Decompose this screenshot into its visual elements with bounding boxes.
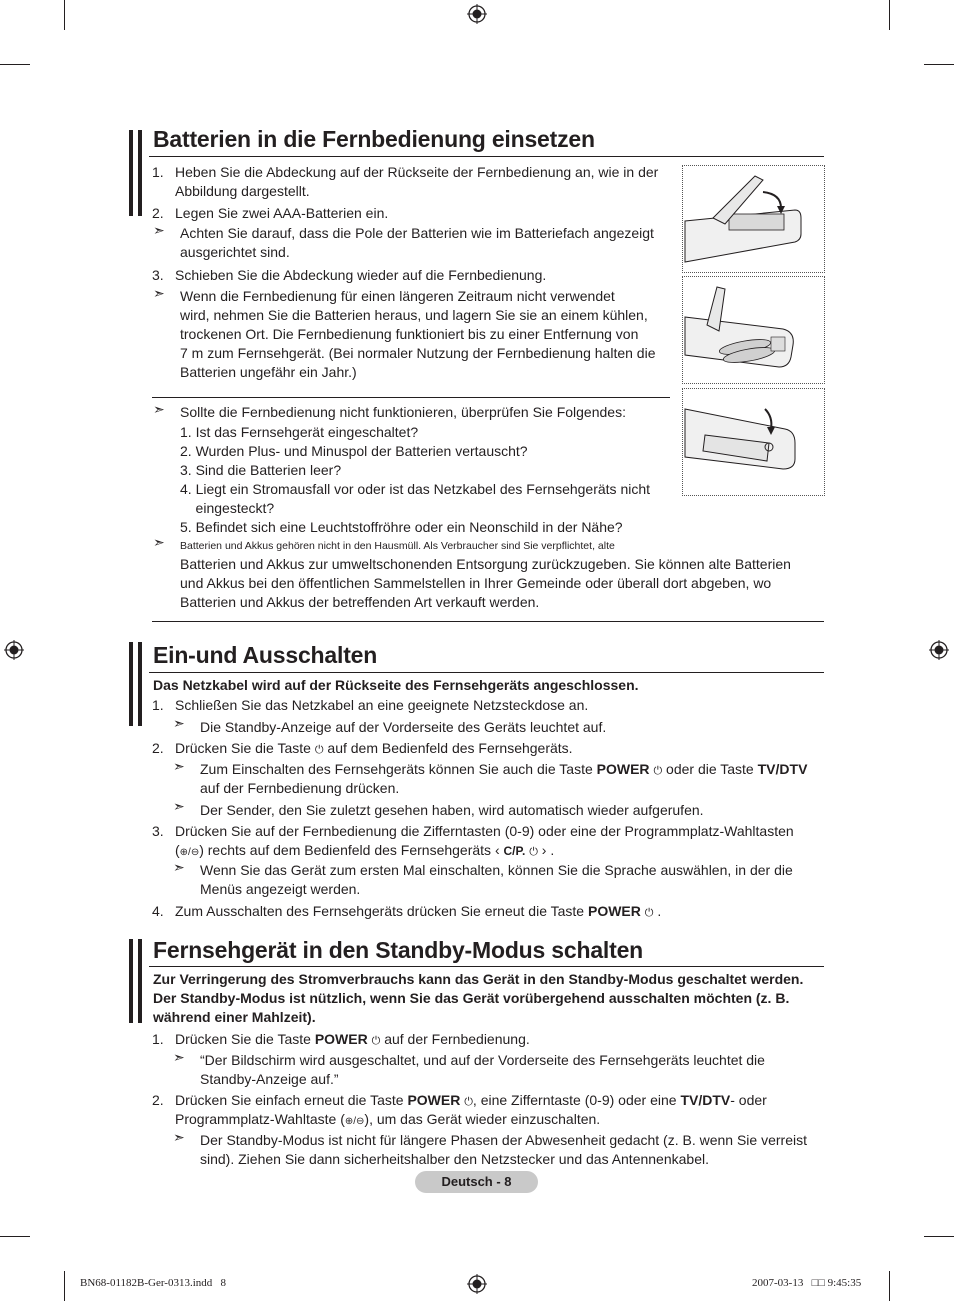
- check-item: 3. Sind die Batterien leer?: [180, 462, 342, 478]
- note-text: Batterien ungefähr ein Jahr.): [180, 364, 357, 380]
- footer-datetime: 2007-03-13 □□ 9:45:35: [752, 1277, 862, 1289]
- crop-mark: [889, 0, 890, 30]
- note-arrow-icon: ➣: [173, 1049, 185, 1065]
- step-text-part: .: [550, 842, 555, 858]
- step-text: Drücken Sie auf der Fernbedienung die Zifferntasten (0-9) oder eine der Programmplatz-Wahltasten: [175, 823, 794, 839]
- step-text: Abbildung dargestellt.: [175, 183, 310, 199]
- note-arrow-icon: ➣: [153, 534, 165, 550]
- step-text-part: Drücken Sie die Taste: [175, 740, 311, 756]
- note-text: Der Standby-Modus ist nicht für längere Phasen der Abwesenheit gedacht (z. B. wenn Sie verreist: [200, 1132, 807, 1148]
- note-text-part: oder die Taste: [666, 761, 754, 777]
- power-icon: ⏻: [314, 744, 324, 756]
- check-item: 2. Wurden Plus- und Minuspol der Batterien vertauscht?: [180, 443, 528, 459]
- crop-mark: [924, 1236, 954, 1237]
- section-intro: Zur Verringerung des Stromverbrauchs kann das Gerät in den Standby-Modus geschaltet werden.: [153, 971, 804, 987]
- note-text-part: Zum Einschalten des Fernsehgeräts können Sie auch die Taste: [200, 761, 593, 777]
- power-icon: ⏻: [644, 907, 654, 919]
- step-text: Heben Sie die Abdeckung auf der Rückseite der Fernbedienung an, wie in der: [175, 164, 659, 180]
- note-text: Wenn Sie das Gerät zum ersten Mal einschalten, können Sie die Sprache auswählen, in der die: [200, 862, 793, 878]
- step-number: 3.: [152, 267, 164, 283]
- step-number: 3.: [152, 823, 164, 839]
- step-text-part: ) rechts auf dem Bedienfeld des Fernsehgeräts: [199, 842, 492, 858]
- step-number: 2.: [152, 205, 164, 221]
- note-arrow-icon: ➣: [153, 401, 165, 417]
- note-arrow-icon: ➣: [173, 798, 185, 814]
- section-intro: Das Netzkabel wird auf der Rückseite des Fernsehgeräts angeschlossen.: [153, 677, 639, 693]
- step-text-part: ), um das Gerät wieder einzuschalten.: [364, 1111, 601, 1127]
- divider: [152, 397, 670, 398]
- note-text: Der Sender, den Sie zuletzt gesehen haben, wird automatisch wieder aufgerufen.: [200, 802, 704, 818]
- chevron-left-icon: ‹: [494, 842, 500, 858]
- crop-mark: [64, 1271, 65, 1301]
- note-text: trockenen Ort. Die Fernbedienung funktioniert bis zu einer Entfernung von: [180, 326, 639, 342]
- power-key-label: POWER: [596, 761, 650, 777]
- power-icon: ⏻: [529, 846, 538, 858]
- power-icon: ⏻: [653, 765, 663, 777]
- note-arrow-icon: ➣: [153, 285, 165, 301]
- note-text: “Der Bildschirm wird ausgeschaltet, und auf der Vorderseite des Fernsehgeräts leuchtet die: [200, 1052, 765, 1068]
- note-text: Standby-Anzeige auf.”: [200, 1071, 339, 1087]
- section-marker: [138, 130, 142, 216]
- check-intro: Sollte die Fernbedienung nicht funktionieren, überprüfen Sie Folgendes:: [180, 404, 626, 420]
- divider: [152, 621, 824, 622]
- channel-keys-icon: ⊕/⊖: [344, 1116, 365, 1127]
- step-text: [175, 739, 573, 760]
- section-title: Batterien in die Fernbedienung einsetzen: [153, 126, 595, 152]
- step-text-part: auf der Fernbedienung.: [384, 1031, 530, 1047]
- step-text: [175, 902, 661, 923]
- crop-mark: [64, 0, 65, 30]
- step-number: 2.: [152, 740, 164, 756]
- step-text: [175, 1030, 530, 1051]
- section-title: Ein-und Ausschalten: [153, 642, 378, 668]
- note-text: Die Standby-Anzeige auf der Vorderseite des Geräts leuchtet auf.: [200, 719, 607, 735]
- note-arrow-icon: ➣: [153, 222, 165, 238]
- step-text-part: auf dem Bedienfeld des Fernsehgeräts.: [327, 740, 573, 756]
- step-number: 1.: [152, 697, 164, 713]
- power-icon: ⏻: [464, 1096, 473, 1108]
- check-item: 5. Befindet sich eine Leuchtstoffröhre oder ein Neonschild in der Nähe?: [180, 519, 623, 535]
- section-marker: [138, 939, 142, 1023]
- step-text-part: Programmplatz-Wahltaste (: [175, 1111, 345, 1127]
- section-intro: Der Standby-Modus ist nützlich, wenn Sie das Gerät vorübergehend ausschalten möchten (z. B.: [153, 990, 790, 1006]
- step-text-part: Drücken Sie die Taste: [175, 1031, 311, 1047]
- step-text: Legen Sie zwei AAA-Batterien ein.: [175, 205, 389, 221]
- step-text: [175, 841, 554, 862]
- registration-mark-icon: [929, 640, 949, 660]
- power-icon: ⏻: [371, 1035, 381, 1047]
- step-text: [175, 1110, 600, 1131]
- note-text: Wenn die Fernbedienung für einen längeren Zeitraum nicht verwendet: [180, 288, 615, 304]
- note-text: Achten Sie darauf, dass die Pole der Batterien wie im Batteriefach angezeigt: [180, 225, 654, 241]
- check-item: 1. Ist das Fernsehgerät eingeschaltet?: [180, 424, 419, 440]
- disposal-text: Batterien und Akkus der betreffenden Art verkauft werden.: [180, 594, 540, 610]
- step-number: 4.: [152, 903, 164, 919]
- page-number-badge: Deutsch - 8: [415, 1171, 538, 1193]
- crop-mark: [0, 1236, 30, 1237]
- step-text-part: - oder: [730, 1092, 767, 1108]
- section-intro: während einer Mahlzeit).: [153, 1009, 316, 1025]
- step-number: 1.: [152, 1031, 164, 1047]
- cp-key-label: C/P.: [503, 844, 526, 858]
- step-text: Schieben Sie die Abdeckung wieder auf die Fernbedienung.: [175, 267, 547, 283]
- tvdtv-key-label: TV/DTV: [757, 761, 808, 777]
- step-number: 2.: [152, 1092, 164, 1108]
- step-text-part: (: [175, 842, 180, 858]
- title-rule: [149, 966, 824, 967]
- registration-mark-icon: [467, 1274, 487, 1294]
- title-rule: [149, 672, 824, 673]
- section-marker: [138, 642, 142, 726]
- remote-insert-batteries-figure: [682, 276, 825, 384]
- note-arrow-icon: ➣: [173, 859, 185, 875]
- disposal-text: Batterien und Akkus zur umweltschonenden Entsorgung zurückzugeben. Sie können alte Batterien: [180, 556, 791, 572]
- section-marker: [129, 642, 133, 726]
- step-text-part: .: [657, 903, 662, 919]
- tvdtv-key-label: TV/DTV: [680, 1092, 731, 1108]
- step-text: Schließen Sie das Netzkabel an eine geeignete Netzsteckdose an.: [175, 697, 589, 713]
- crop-mark: [0, 64, 30, 65]
- disposal-text-small: Batterien und Akkus gehören nicht in den Hausmüll. Als Verbraucher sind Sie verpflichtet, alte: [180, 540, 615, 552]
- check-item: eingesteckt?: [180, 500, 275, 516]
- step-number: 1.: [152, 164, 164, 180]
- power-key-label: POWER: [587, 903, 641, 919]
- registration-mark-icon: [467, 4, 487, 24]
- check-item: 4. Liegt ein Stromausfall vor oder ist das Netzkabel des Fernsehgeräts nicht: [180, 481, 651, 497]
- note-arrow-icon: ➣: [173, 758, 185, 774]
- note-text: Menüs angezeigt werden.: [200, 881, 361, 897]
- power-key-label: POWER: [314, 1031, 368, 1047]
- note-text: [200, 760, 807, 781]
- step-text-part: Zum Ausschalten des Fernsehgeräts drücken Sie erneut die Taste: [175, 903, 585, 919]
- power-key-label: POWER: [407, 1092, 461, 1108]
- registration-mark-icon: [4, 640, 24, 660]
- crop-mark: [924, 64, 954, 65]
- channel-keys-icon: ⊕/⊖: [179, 847, 200, 858]
- section-title: Fernsehgerät in den Standby-Modus schalten: [153, 937, 644, 963]
- step-text: [175, 1091, 767, 1112]
- step-text-part: Drücken Sie einfach erneut die Taste: [175, 1092, 404, 1108]
- note-text: auf der Fernbedienung drücken.: [200, 780, 400, 796]
- note-text: ausgerichtet sind.: [180, 244, 290, 260]
- title-rule: [149, 156, 824, 157]
- note-text: sind). Ziehen Sie dann sicherheitshalber den Netzstecker und das Antennenkabel.: [200, 1151, 709, 1167]
- note-text: wird, nehmen Sie die Batterien heraus, und lagern Sie sie an einem kühlen,: [180, 307, 648, 323]
- disposal-text: und Akkus bei den öffentlichen Sammelstellen in Ihrer Gemeinde oder überall dort abgeben, wo: [180, 575, 772, 591]
- footer-file-info: BN68-01182B-Ger-0313.indd 8: [80, 1277, 227, 1289]
- note-arrow-icon: ➣: [173, 1129, 185, 1145]
- section-marker: [129, 130, 133, 216]
- remote-battery-cover-figure: [682, 165, 825, 273]
- section-marker: [129, 939, 133, 1023]
- chevron-right-icon: ›: [541, 842, 547, 858]
- remote-close-cover-figure: [682, 388, 825, 496]
- step-text-part: , eine Zifferntaste (0-9) oder eine: [472, 1092, 677, 1108]
- crop-mark: [889, 1271, 890, 1301]
- note-text: 7 m zum Fernsehgerät. (Bei normaler Nutzung der Fernbedienung halten die: [180, 345, 656, 361]
- note-arrow-icon: ➣: [173, 715, 185, 731]
